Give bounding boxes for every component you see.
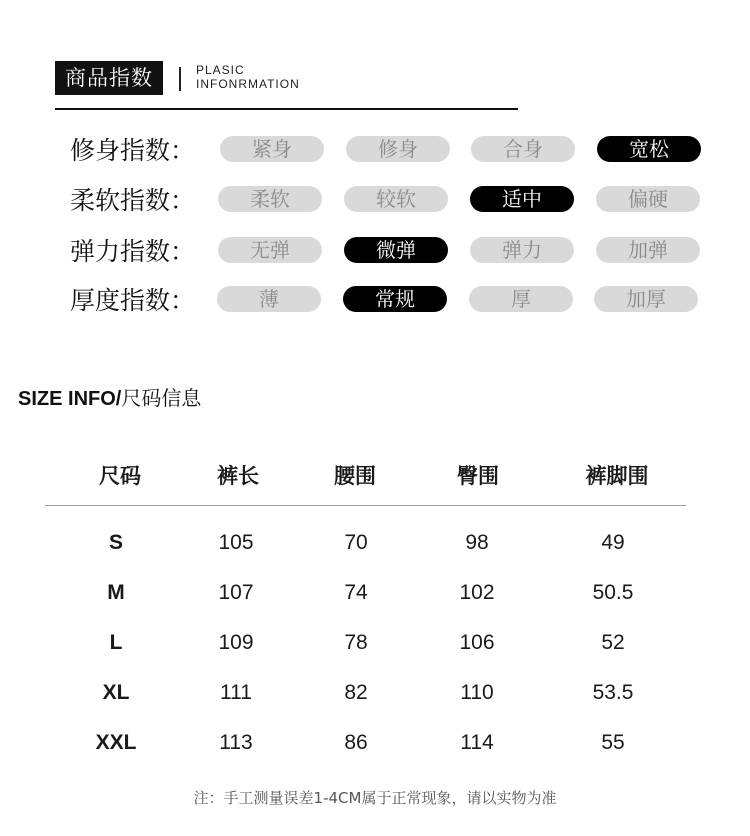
measurement-note: 注：手工测量误差1-4CM属于正常现象，请以实物为准 — [193, 789, 557, 807]
table-cell: 102 — [459, 581, 495, 604]
table-cell: 49 — [601, 531, 625, 554]
header-subtitle-line1: PLASIC — [196, 63, 245, 77]
table-header-length: 裤长 — [217, 464, 259, 488]
table-cell-size: S — [108, 531, 124, 554]
size-info-title-cn: 尺码信息 — [121, 386, 202, 410]
table-cell: 109 — [218, 631, 254, 654]
header-divider — [179, 67, 181, 91]
header-subtitle-line2: INFONRMATION — [196, 77, 300, 91]
table-cell: 82 — [344, 681, 368, 704]
table-cell-size: XL — [102, 681, 130, 704]
table-cell: 86 — [344, 731, 368, 754]
index-label: 修身指数： — [70, 136, 196, 165]
table-cell: 55 — [601, 731, 625, 754]
table-cell-size: M — [107, 581, 125, 604]
table-cell: 113 — [219, 731, 253, 754]
index-option: 柔软 — [218, 186, 322, 212]
index-option: 宽松 — [597, 136, 701, 162]
table-cell: 70 — [344, 531, 368, 554]
table-cell: 110 — [460, 681, 494, 704]
table-header-waist: 腰围 — [334, 464, 376, 488]
table-cell: 78 — [344, 631, 368, 654]
table-header-divider — [45, 505, 686, 506]
table-cell: 107 — [218, 581, 254, 604]
table-cell-size: L — [109, 631, 123, 654]
table-header-size: 尺码 — [99, 464, 141, 488]
index-option: 厚 — [469, 286, 573, 312]
table-cell: 105 — [218, 531, 254, 554]
table-header-hem: 裤脚围 — [585, 464, 649, 488]
index-option: 较软 — [344, 186, 448, 212]
index-label: 柔软指数： — [70, 186, 196, 215]
table-cell: 52 — [601, 631, 625, 654]
header-underline — [55, 108, 518, 110]
index-label: 厚度指数： — [70, 286, 196, 315]
index-option: 薄 — [217, 286, 321, 312]
index-option: 适中 — [470, 186, 574, 212]
index-option: 加厚 — [594, 286, 698, 312]
index-option: 无弹 — [218, 237, 322, 263]
index-option: 微弹 — [344, 237, 448, 263]
index-option: 加弹 — [596, 237, 700, 263]
index-option: 偏硬 — [596, 186, 700, 212]
table-cell-size: XXL — [95, 731, 137, 754]
table-header-hip: 臀围 — [457, 464, 499, 488]
size-info-title — [18, 382, 201, 411]
table-cell: 53.5 — [592, 681, 634, 704]
table-cell: 111 — [220, 681, 252, 704]
section-title-badge: 商品指数 — [55, 61, 163, 95]
index-option: 弹力 — [470, 237, 574, 263]
table-cell: 74 — [344, 581, 368, 604]
index-option: 修身 — [346, 136, 450, 162]
index-option: 合身 — [471, 136, 575, 162]
index-option: 紧身 — [220, 136, 324, 162]
table-cell: 106 — [459, 631, 495, 654]
index-label: 弹力指数： — [70, 237, 196, 266]
table-cell: 50.5 — [592, 581, 634, 604]
table-cell: 114 — [460, 731, 494, 754]
size-info-title-en: SIZE INFO/ — [18, 388, 122, 410]
index-option: 常规 — [343, 286, 447, 312]
table-cell: 98 — [465, 531, 489, 554]
